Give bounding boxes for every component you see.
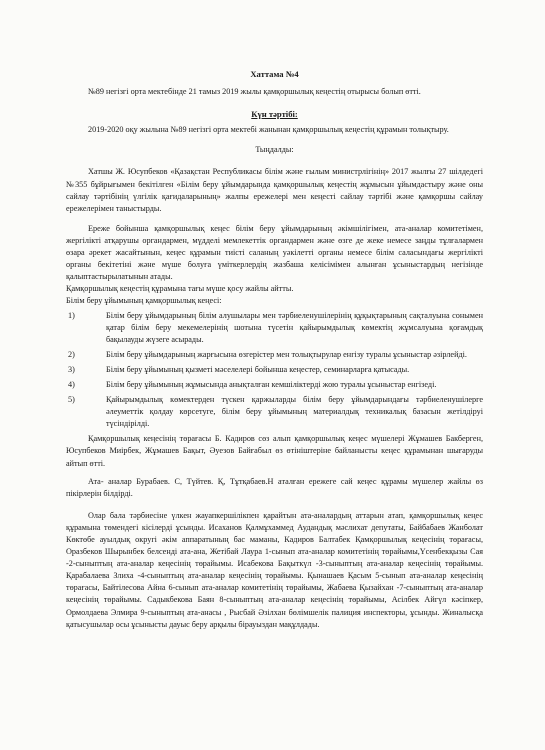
listened-heading: Тыңдалды: xyxy=(255,145,294,155)
list-item: 2) Білім беру ұйымдарының жарғысына өзгерістер мен толықтырулар енгізу туралы ұсыныстар әзірлейді. xyxy=(68,349,467,359)
list-item: 5) Қайырымдылық көмектерден түскен қаржыларды білім беру ұйымдарындағы тәрбиеленушілерге әлеуметтік қолдау көрсетуге, білім беру ұйымының материалдық техникалық базасын жетілдіруі түсіндірілді. xyxy=(68,395,483,429)
paragraph-parents: Ата- аналар Бурабаев. С, Түйтев. Қ, Тұтқабаев.Н аталған ережеге сай кеңес құрамы мүшелер жайлы өз пікірлерін білдірді. xyxy=(66,476,483,498)
list-item: 1) Білім беру ұйымдарының білім алушылары мен тәрбиеленушілерінің құқықтарының сақталуына сонымен қатар білім беру мекемелерінің шотына түсетін қайырымдылық көмектің жұмсалуына қоғамдық бақылауды жүзеге асырады. xyxy=(68,310,483,344)
paragraph-rules: Ереже бойынша қамқоршылық кеңес білім беру ұйымдарының әкімшілігімен, ата-аналар комитетімен, жергілікті атқарушы органдармен, мүдделі мемлекеттік органдармен және өзге де жеке немесе заңды тұлғалармен өзара әрекет жасайтынын, кеңес құрамын тиісті саланың уәкілетті органы немесе білім саласындағы жергілікті органы бекітетіні және мүше болуға үміткерлердің жазбаша келісімімен алынған ұсыныстардың негізінде қалыптастырылатынын атады. xyxy=(66,223,483,282)
list-item: 3) Білім беру ұйымының қызметі мәселелері бойынша кеңестер, семинарларға қатысады. xyxy=(68,364,410,374)
line-add-member: Қамқоршылық кеңестің құрамына тағы мүше қосу жайлы айтты. xyxy=(66,284,294,294)
paragraph-chairman: Қамқоршылық кеңесінің төрағасы Б. Кадиров сөз алып қамқоршылық кеңес мүшелері Жұмашев Бакберген, Юсупбеков Миірбек, Жұмашев Бақыт, Әуезов Байғабыл өз өтініштеріне байланысты кеңес құрамынан шығаруды айтып өтті. xyxy=(66,434,483,468)
duties-list xyxy=(66,310,483,431)
paragraph-secretary: Хатшы Ж. Юсупбеков «Қазақстан Республикасы білім және ғылым министрлігінің» 2017 жылғы 27 шілдедегі №355 бұйрығымен бекітілген «Білім беру ұйымдарында қамқоршылық кеңестің жұмысын ұйымдастыру және оны сайлау тәртібінің үлгілік қағидаларының» жалпы ережелері мен кеңесті сайлау тәртібі және қамқоршы сайлау ережелерімен таныстырды. xyxy=(66,167,483,213)
document-title: Хаттама №4 xyxy=(250,69,299,79)
paragraph-nominees: Олар бала тәрбиесіне үлкен жауапкершілікпен қарайтын ата-аналардың аттарын атап, қамқоршылық кеңес құрамына төмендегі кісілерді ұсынды. Исаханов Қалмұхаммед Аудандық мәслихат депутаты, Байбабаев Жанболат Көктөбе ауылдық округі әкім аппаратының бас маманы, Кадиров Балтабек Қамқоршылық кеңесінің төрағасы, Оразбеков Шырынбек белсенді ата-ана, Жетібай Лаура 1-сынып ата-аналар комитетінің төрайымы,Үсенбекқызы Сая -2-сыныптың ата-аналар кеңесінің төрайымы. Исабекова Бақыткүл -3-сыныптың ата-аналар кеңесінің төрайымы. Қарабалаева Злиха -4-сыныптың ата-аналар кеңесінің төрайымы. Қынашаев Қасым 5-сынып ата-аналар кеңесінің төрағасы, Байтілесова Айна 6-сынып ата-аналар комитетінің төрайымы, Жабаева Қызайхан -7-сыныптың ата-аналар кеңесінің төрайымы. Садыкбекова Баян 8-сыныптың ата-аналар кеңесінің төрайымы, Асілбек Айгүл кәсіпкер, Ормолдаева Элмира 9-сыныптың ата-анасы , Рысбай Әзілхан бөлімшелік палиция инспекторы, ұсынды. Жиналысқа қатысушылар осы ұсынысты дауыс беру арқылы бірауыздан мақұлдады. xyxy=(66,510,483,629)
agenda-heading: Күн тәртібі: xyxy=(251,109,298,120)
intro-line: №89 негізгі орта мектебінде 21 тамыз 2019 жылы қамқоршылық кеңестің отырысы болып өтті. xyxy=(88,87,421,97)
agenda-item: 2019-2020 оқу жылына №89 негізгі орта мектебі жанынан қамқоршылық кеңестің құрамын толықтыру. xyxy=(88,125,449,135)
line-council-duties: Білім беру ұйымының қамқоршылық кеңесі: xyxy=(66,296,222,306)
list-item: 4) Білім беру ұйымының жұмысында анықталған кемшіліктерді жою туралы ұсыныстар енгізеді. xyxy=(68,379,437,389)
